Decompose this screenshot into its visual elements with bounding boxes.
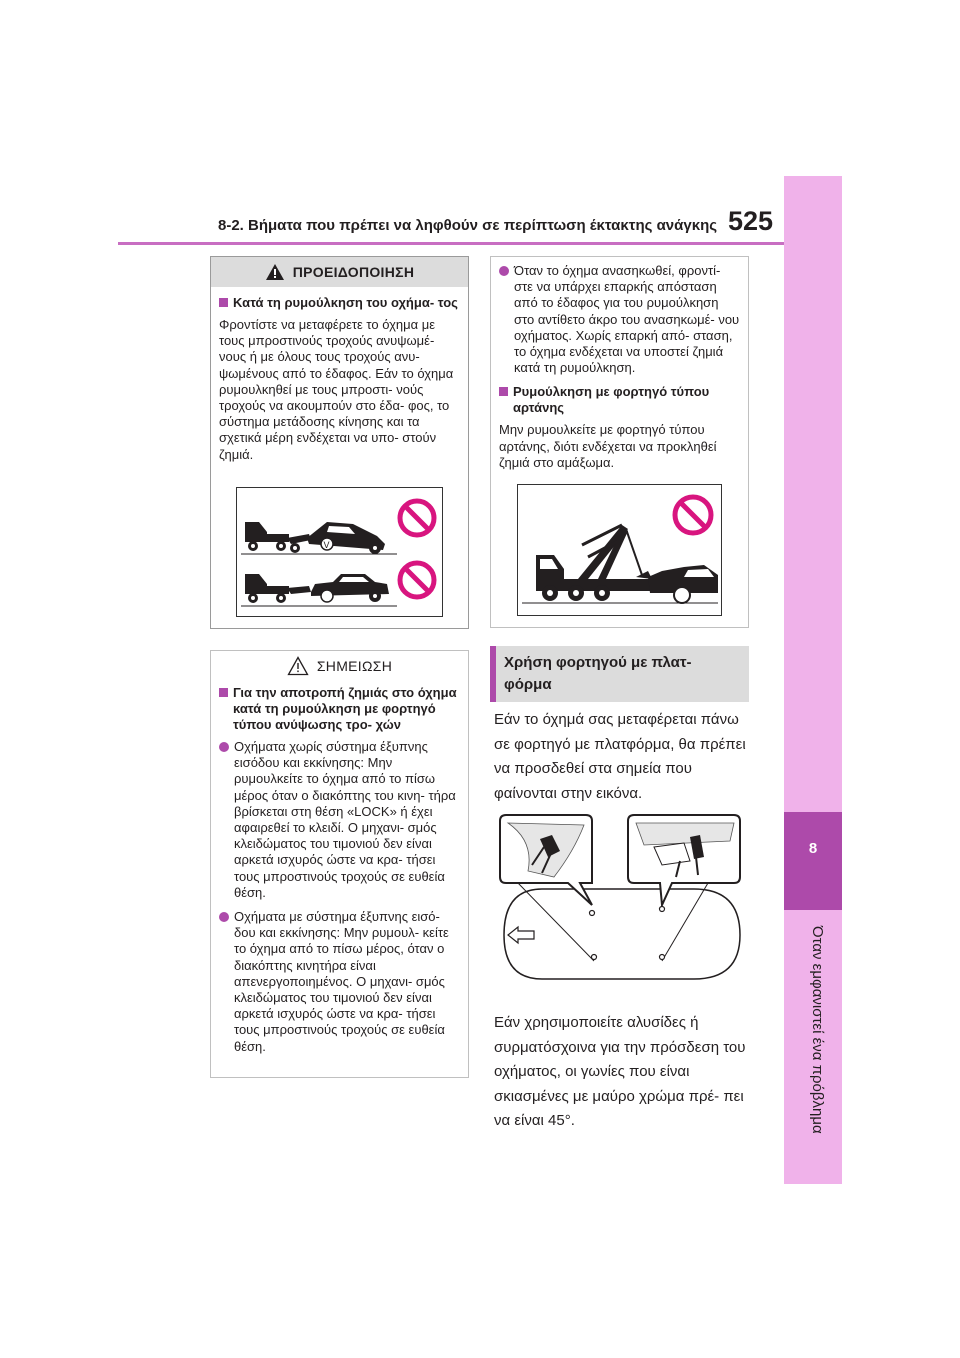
chapter-title-vertical: Όταν εμφανιστεί ένα πρόβλημα (809, 926, 826, 1134)
warning-heading-row (219, 295, 460, 311)
right-bullet (499, 263, 740, 376)
notice-triangle-icon (287, 656, 309, 676)
right-bullet-text: Όταν το όχημα ανασηκωθεί, φροντί- στε να υπάρχει επαρκής απόσταση από το έδαφος για του ρυμούλκηση στο αντίθετο άκρο του ανασηκωμέ- νου οχήματος. Χωρίς επαρκή από- σταση, το όχημα ενδέχεται να υποστεί ζημιά κατά τη ρυμούλκηση. (514, 263, 740, 376)
prohibited-sign-icon (400, 501, 434, 535)
section-heading: Χρήση φορτηγού με πλατ- φόρμα (504, 654, 692, 693)
warning-text: Φροντίστε να μεταφέρετε το όχημα με τους μπροστινούς τροχούς ανυψωμέ- νους ή με όλους τους τροχούς ανυ- ψωμένους από το έδαφος. Εάν το όχημα ρυμουλκηθεί με τους μπροστι- νούς τροχούς να ακουμπούν στο έδα- φος, το σύστημα μετάδοσης κίνησης και τα σχετικά μέρη ενδέχεται να υπο- στούν ζημιά. (219, 317, 454, 462)
paragraph-flatbed: Εάν το όχημά σας μεταφέρεται πάνω σε φορτηγό με πλατφόρμα, θα πρέπει να προσδεθεί στα σημεία που φαίνονται στην εικόνα. (494, 711, 746, 802)
svg-text:V: V (323, 540, 330, 550)
chapter-number-box (784, 812, 842, 910)
notice-bullet-2 (219, 909, 460, 1055)
prohibited-sign-icon (400, 563, 434, 597)
chapter-number: 8 (808, 840, 818, 857)
notice-bullet-1-text: Οχήματα χωρίς σύστημα έξυπνης εισόδου και εκκίνησης: Μην ρυμουλκείτε το όχημα από το πίσω μέρος όταν ο διακόπτης του κινη- τήρα βρίσκεται στη θέση «LOCK» ή έχει αφαιρεθεί το κλειδί. Ο μηχανι- σμός κλειδώματος του τιμονιού δεν είναι αρκετά ισχυρός ώστε να κρα- τήσει τους μπροστινούς τροχούς σε ευθεία θέση. (234, 739, 456, 900)
sling-heading: Ρυμούλκηση με φορτηγό τύπου αρτάνης (513, 384, 710, 416)
warning-header (211, 257, 468, 287)
notice-bullet-2-text: Οχήματα με σύστημα έξυπνης εισό- δου και εκκίνησης: Μην ρυμουλ- κείτε το όχημα από το πίσω μέρος, όταν ο διακόπτης κινητήρα είναι απενεργοποιημένος. Ο μηχανι- σμός κλειδώματος του τιμονιού δεν είναι αρκετά ισχυρός ώστε να κρα- τήσει τους μπροστινούς τροχούς σε ευθεία θέση. (234, 909, 449, 1054)
notice-heading: Για την αποτροπή ζημιάς στο όχημα κατά τη ρυμούλκηση με φορτηγό τύπου ανύψωσης τρο- χών (233, 685, 457, 732)
notice-title: ΣΗΜΕΙΩΣΗ (316, 658, 393, 674)
paragraph-chains: Εάν χρησιμοποιείτε αλυσίδες ή συρματόσχοινα για την πρόσδεση του οχήματος, οι γωνίες που είναι σκιασμένες με μαύρο χρώμα πρέ- πει να είναι 45°. (494, 1014, 746, 1129)
sling-heading-row (499, 384, 740, 416)
square-bullet-icon (219, 688, 228, 697)
header-rule (118, 242, 784, 245)
round-bullet-icon (219, 742, 229, 752)
notice-header (211, 651, 468, 681)
round-bullet-icon (219, 912, 229, 922)
notice-heading-row (219, 685, 460, 733)
square-bullet-icon (499, 387, 508, 396)
section-heading-bar (490, 646, 496, 702)
tie-down-points-illustration (494, 811, 748, 982)
section-header-title: 8-2. Βήματα που πρέπει να ληφθούν σε περίπτωση έκτακτης ανάγκης (218, 217, 718, 234)
tow-prohibited-illustration (236, 487, 443, 617)
square-bullet-icon (219, 298, 228, 307)
notice-bullet-1 (219, 739, 460, 901)
arrow-left-icon (508, 927, 534, 943)
section-heading-box (490, 646, 749, 702)
notice-box (210, 650, 469, 1078)
sling-truck-prohibited-illustration (517, 484, 722, 616)
warning-heading: Κατά τη ρυμούλκηση του οχήμα- τος (233, 295, 458, 310)
chapter-side-tab (784, 176, 842, 1184)
sling-text: Μην ρυμουλκείτε με φορτηγό τύπου αρτάνης, διότι ενδέχεται να προκληθεί ζημιά στο αμάξωμα. (499, 422, 717, 470)
page-number: 525 (728, 206, 774, 236)
round-bullet-icon (499, 266, 509, 276)
warning-triangle-icon (265, 263, 285, 281)
prohibited-sign-icon (675, 497, 711, 533)
warning-title: ΠΡΟΕΙΔΟΠΟΙΗΣΗ (292, 264, 415, 280)
